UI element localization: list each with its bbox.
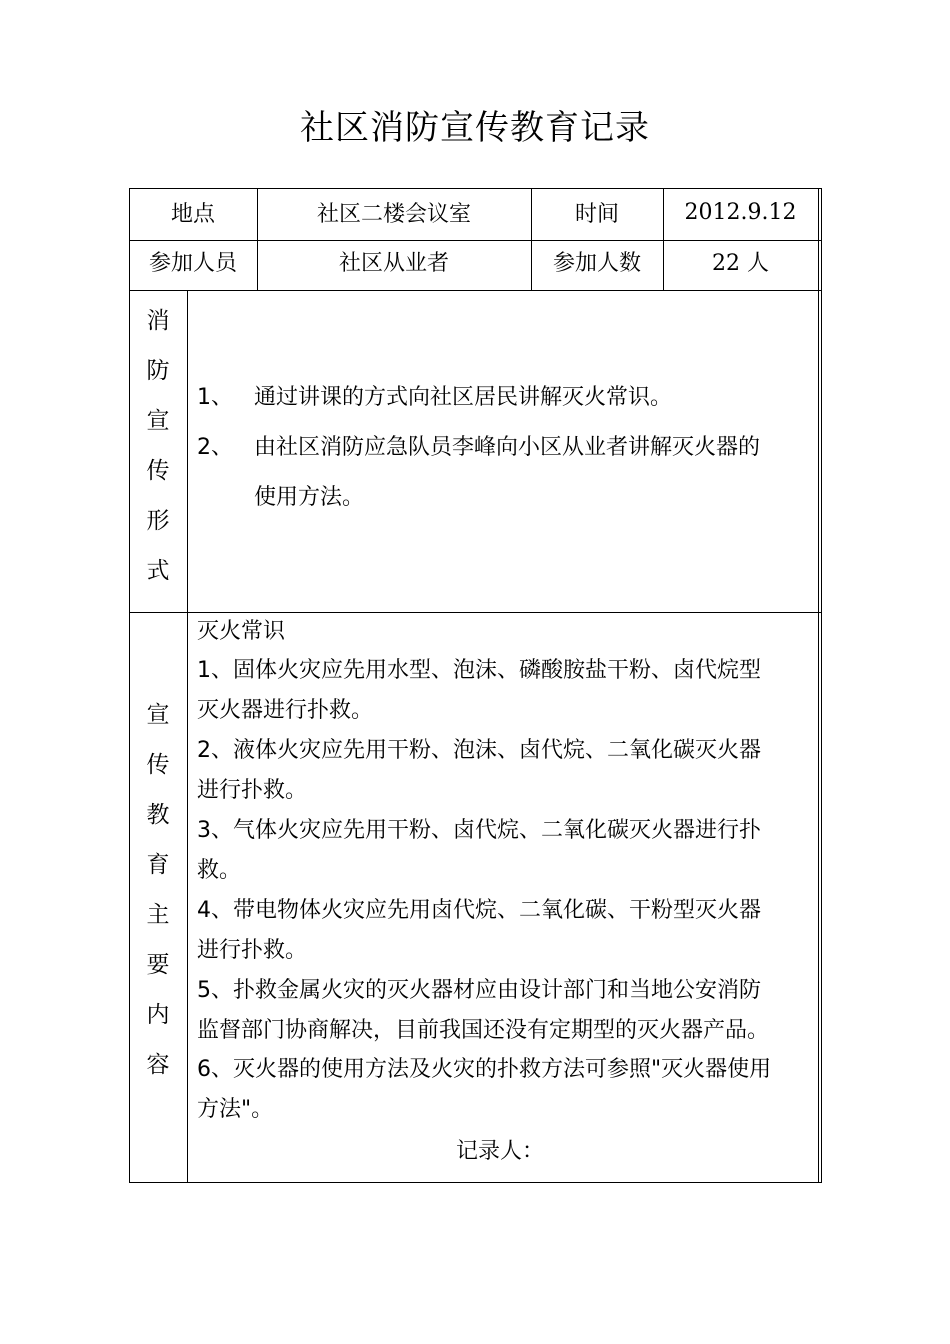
- place-label: 地点: [170, 201, 215, 227]
- content-line: 1、固体火灾应先用水型、泡沫、磷酸胺盐干粉、卤代烷型: [197, 658, 761, 683]
- content-line: 进行扑救。: [197, 778, 308, 803]
- form-item-number: 1、: [197, 385, 233, 410]
- form-item-text: 使用方法。: [254, 485, 365, 510]
- content-line: 5、扑救金属火灾的灭火器材应由设计部门和当地公安消防: [197, 978, 761, 1003]
- label-char: 育: [146, 852, 170, 878]
- content-line: 2、液体火灾应先用干粉、泡沫、卤代烷、二氧化碳灭火器: [197, 738, 761, 763]
- time-label: 时间: [574, 201, 619, 227]
- label-char: 宣: [146, 702, 170, 728]
- recorder-label: 记录人：: [456, 1139, 545, 1164]
- label-char: 传: [146, 752, 170, 778]
- count-label: 参加人数: [552, 250, 641, 276]
- place-value: 社区二楼会议室: [316, 201, 471, 227]
- content-line: 3、气体火灾应先用干粉、卤代烷、二氧化碳灭火器进行扑: [197, 818, 761, 843]
- content-line: 6、灭火器的使用方法及火灾的扑救方法可参照"灭火器使用: [197, 1057, 772, 1082]
- label-char: 形: [146, 508, 170, 534]
- content-line: 灭火器进行扑救。: [197, 698, 374, 723]
- form-item-text: 由社区消防应急队员李峰向小区从业者讲解灭火器的: [254, 435, 761, 460]
- label-char: 消: [146, 308, 170, 334]
- form-item-text: 通过讲课的方式向社区居民讲解灭火常识。: [254, 385, 673, 410]
- content-line: 监督部门协商解决，目前我国还没有定期型的灭火器产品。: [197, 1018, 770, 1043]
- participants-label: 参加人员: [148, 250, 237, 276]
- label-char: 式: [146, 558, 170, 584]
- label-char: 主: [146, 902, 170, 928]
- label-char: 教: [146, 802, 170, 828]
- table-right-double-border: [818, 188, 819, 1183]
- content-section-label: [129, 690, 187, 1090]
- row-divider: [129, 612, 822, 613]
- content-line: 4、带电物体火灾应先用卤代烷、二氧化碳、干粉型灭火器: [197, 898, 761, 923]
- time-value: 2012.9.12: [684, 199, 797, 225]
- label-char: 要: [146, 952, 170, 978]
- label-char: 宣: [146, 408, 170, 434]
- content-heading: 灭火常识: [197, 619, 286, 644]
- label-char: 容: [146, 1052, 170, 1078]
- form-item-number: 2、: [197, 435, 233, 460]
- col-divider: [187, 290, 188, 1183]
- content-line: 进行扑救。: [197, 938, 308, 963]
- page-title: 社区消防宣传教育记录: [300, 108, 650, 148]
- label-char: 内: [146, 1002, 170, 1028]
- label-char: 传: [146, 458, 170, 484]
- content-line: 方法"。: [197, 1097, 274, 1122]
- participants-value: 社区从业者: [338, 250, 449, 276]
- content-line: 救。: [197, 858, 242, 883]
- row-divider: [129, 290, 822, 291]
- label-char: 防: [146, 358, 170, 384]
- form-section-label: [129, 296, 187, 596]
- count-value: 22 人: [712, 250, 769, 276]
